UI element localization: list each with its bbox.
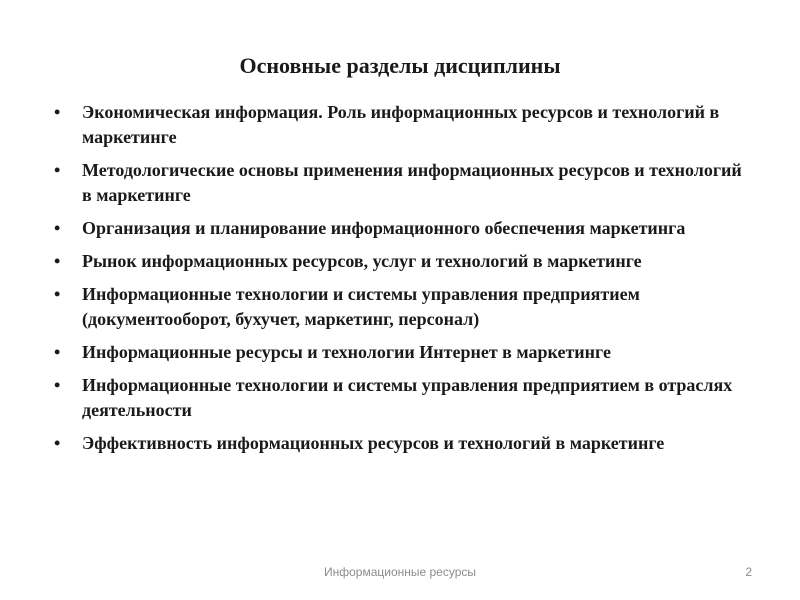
bullet-text: Эффективность информационных ресурсов и технологий в маркетинге xyxy=(82,433,665,453)
bullet-icon: • xyxy=(54,375,61,395)
bullet-text: Методологические основы применения информационных ресурсов и технологий в маркетинге xyxy=(82,160,742,205)
bullet-text: Информационные технологии и системы управления предприятием в отраслях деятельности xyxy=(82,375,733,420)
bullet-icon: • xyxy=(54,102,61,122)
bullet-item xyxy=(52,100,752,150)
bullet-text: Информационные ресурсы и технологии Интернет в маркетинге xyxy=(82,342,611,362)
bullet-text: Организация и планирование информационного обеспечения маркетинга xyxy=(82,218,686,238)
bullet-icon: • xyxy=(54,218,61,238)
bullet-list xyxy=(52,100,752,464)
bullet-item xyxy=(52,340,752,365)
page-number: 2 xyxy=(745,565,752,579)
slide-title: Основные разделы дисциплины xyxy=(239,53,561,78)
bullet-text: Информационные технологии и системы управления предприятием (документооборот, бухучет, маркетинг, персонал) xyxy=(82,284,640,329)
bullet-text: Экономическая информация. Роль информационных ресурсов и технологий в маркетинге xyxy=(82,102,720,147)
bullet-item xyxy=(52,373,752,423)
bullet-text: Рынок информационных ресурсов, услуг и технологий в маркетинге xyxy=(82,251,642,271)
bullet-icon: • xyxy=(54,160,61,180)
bullet-icon: • xyxy=(54,251,61,271)
bullet-item xyxy=(52,431,752,456)
bullet-item xyxy=(52,282,752,332)
bullet-icon: • xyxy=(54,284,61,304)
slide-footer: Информационные ресурсы xyxy=(323,565,477,579)
bullet-item xyxy=(52,216,752,241)
bullet-icon: • xyxy=(54,433,61,453)
bullet-item xyxy=(52,158,752,208)
bullet-icon: • xyxy=(54,342,61,362)
bullet-item xyxy=(52,249,752,274)
